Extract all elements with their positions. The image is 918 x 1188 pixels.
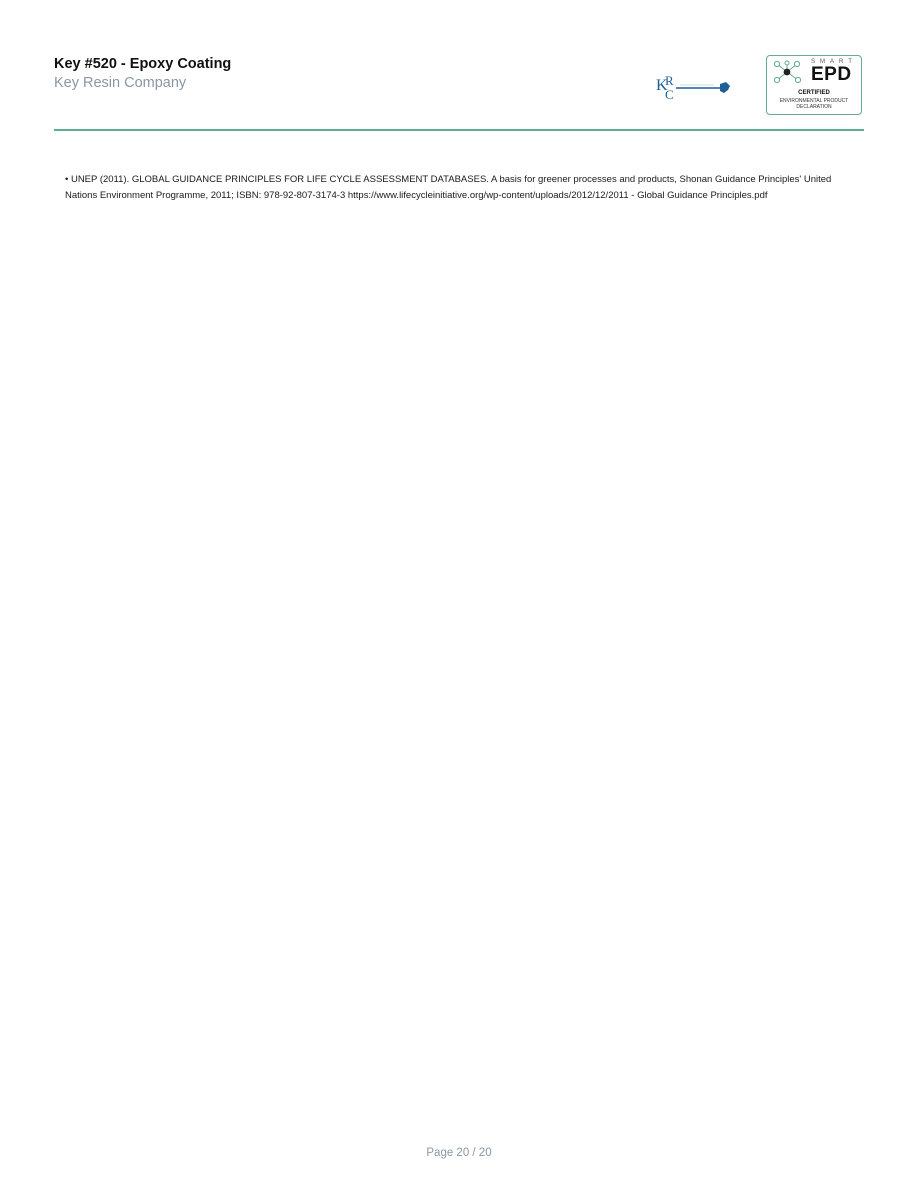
badge-declaration-line1: ENVIRONMENTAL PRODUCT — [779, 98, 849, 104]
badge-declaration-line2: DECLARATION — [796, 104, 832, 110]
badge-declaration-label — [767, 98, 861, 110]
network-nodes-icon — [771, 59, 803, 85]
smart-epd-badge — [766, 55, 862, 115]
svg-text:K: K — [656, 77, 668, 94]
reference-item: • UNEP (2011). GLOBAL GUIDANCE PRINCIPLES FOR LIFE CYCLE ASSESSMENT DATABASES. A basis for greener processes and products, Shonan Guidance Principles' United Nations Environment Programme, 2011; ISBN: 978-92-807-3174-3 https://www.lifecycleinitiative.org/wp-content/uploads/2012/12/2011 - Global Guidance Principles.pdf — [65, 174, 832, 201]
page-number: Page 20 / 20 — [426, 1147, 492, 1159]
svg-text:C: C — [665, 87, 674, 102]
references-section — [65, 172, 861, 203]
krc-key-logo-icon — [654, 68, 734, 104]
company-name: Key Resin Company — [54, 75, 187, 91]
badge-epd-mark: EPD — [811, 64, 852, 85]
svg-text:R: R — [665, 73, 674, 88]
header-divider — [54, 129, 864, 131]
document-title: Key #520 - Epoxy Coating — [54, 56, 232, 72]
badge-certified-label: CERTIFIED — [798, 90, 830, 96]
badge-smart-label: SMART — [811, 59, 857, 65]
page-header — [54, 54, 864, 130]
